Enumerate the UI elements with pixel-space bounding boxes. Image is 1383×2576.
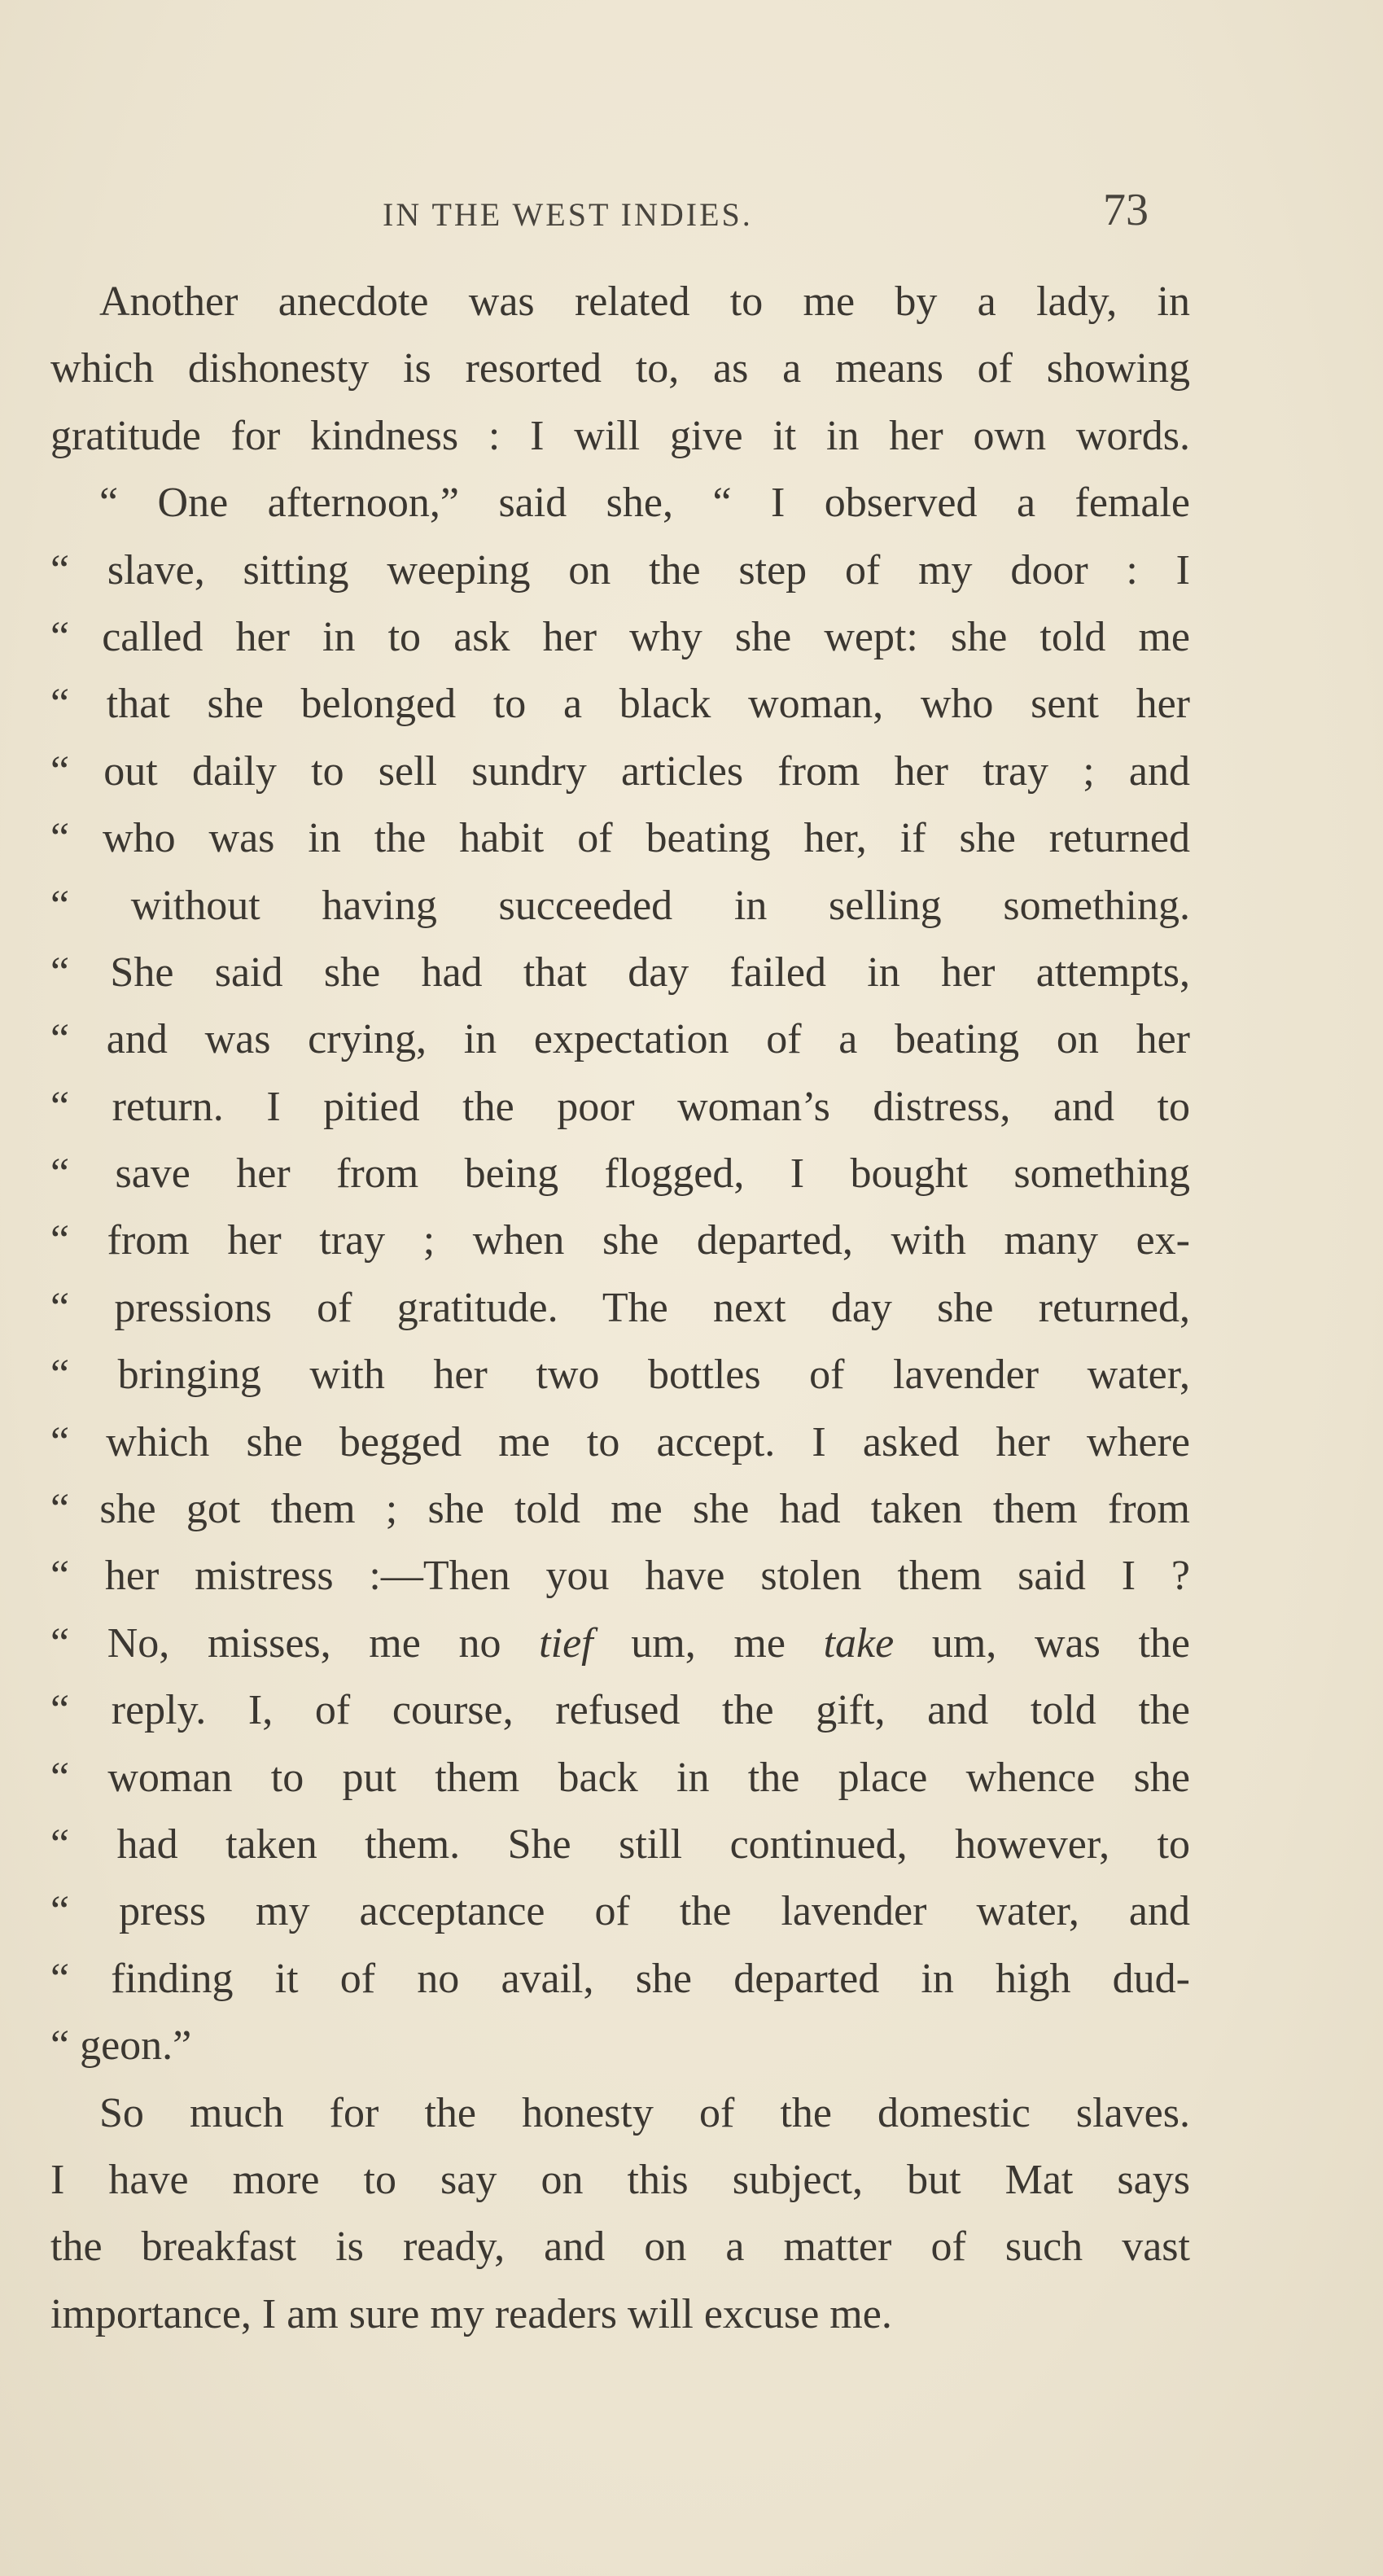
text-line: “ She said she had that day failed in her attempts, [50,948,1190,996]
text-line: “ save her from being flogged, I bought something [50,1150,1190,1198]
text-line: “ her mistress :—Then you have stolen them said I ? [50,1553,1190,1600]
text-line: “ press my acceptance of the lavender water, and [50,1888,1190,1935]
page-number: 73 [1103,185,1149,235]
text-line: “ called her in to ask her why she wept: she told me [50,613,1190,660]
text-line: “ slave, sitting weeping on the step of my door : I [50,546,1190,594]
running-title: IN THE WEST INDIES. [383,196,753,233]
text-line: “ geon.” [50,2022,192,2070]
text-line: gratitude for kindness : I will give it in her own words. [50,412,1190,459]
text-line: “ pressions of gratitude. The next day she returned, [50,1284,1190,1331]
text-line: “ woman to put them back in the place whence she [50,1754,1190,1801]
text-line: importance, I am sure my readers will excuse me. [50,2290,892,2337]
text-line: “ bringing with her two bottles of lavender water, [50,1352,1190,1399]
text-line: “ and was crying, in expectation of a beating on her [50,1016,1190,1063]
text-line: which dishonesty is resorted to, as a means of showing [50,345,1190,392]
text-line: “ One afternoon,” said she, “ I observed a female [99,480,1190,527]
text-line: “ out daily to sell sundry articles from her tray ; and [50,747,1190,795]
text-line: Another anecdote was related to me by a lady, in [99,278,1190,325]
text-line: “ that she belonged to a black woman, who sent her [50,681,1190,728]
text-line: “ which she begged me to accept. I asked her where [50,1418,1190,1465]
text-line: “ from her tray ; when she departed, with many ex- [50,1217,1190,1264]
text-line: “ she got them ; she told me she had taken them from [50,1486,1190,1533]
text-line: the breakfast is ready, and on a matter of such vast [50,2223,1190,2271]
text-line: “ finding it of no avail, she departed in high dud- [50,1955,1190,2002]
text-line: “ had taken them. She still continued, however, to [50,1820,1190,1868]
text-line: “ No, misses, me no tief um, me take um, was the [50,1619,1191,1667]
text-line: “ reply. I, of course, refused the gift, and told the [50,1687,1190,1734]
text-line: So much for the honesty of the domestic slaves. [99,2089,1190,2136]
text-line: I have more to say on this subject, but Mat says [50,2156,1190,2203]
text-line: “ return. I pitied the poor woman’s distress, and to [50,1083,1190,1130]
body-text [50,269,1190,2348]
text-line: “ without having succeeded in selling something. [50,882,1190,929]
text-line: “ who was in the habit of beating her, if she returned [50,815,1190,862]
